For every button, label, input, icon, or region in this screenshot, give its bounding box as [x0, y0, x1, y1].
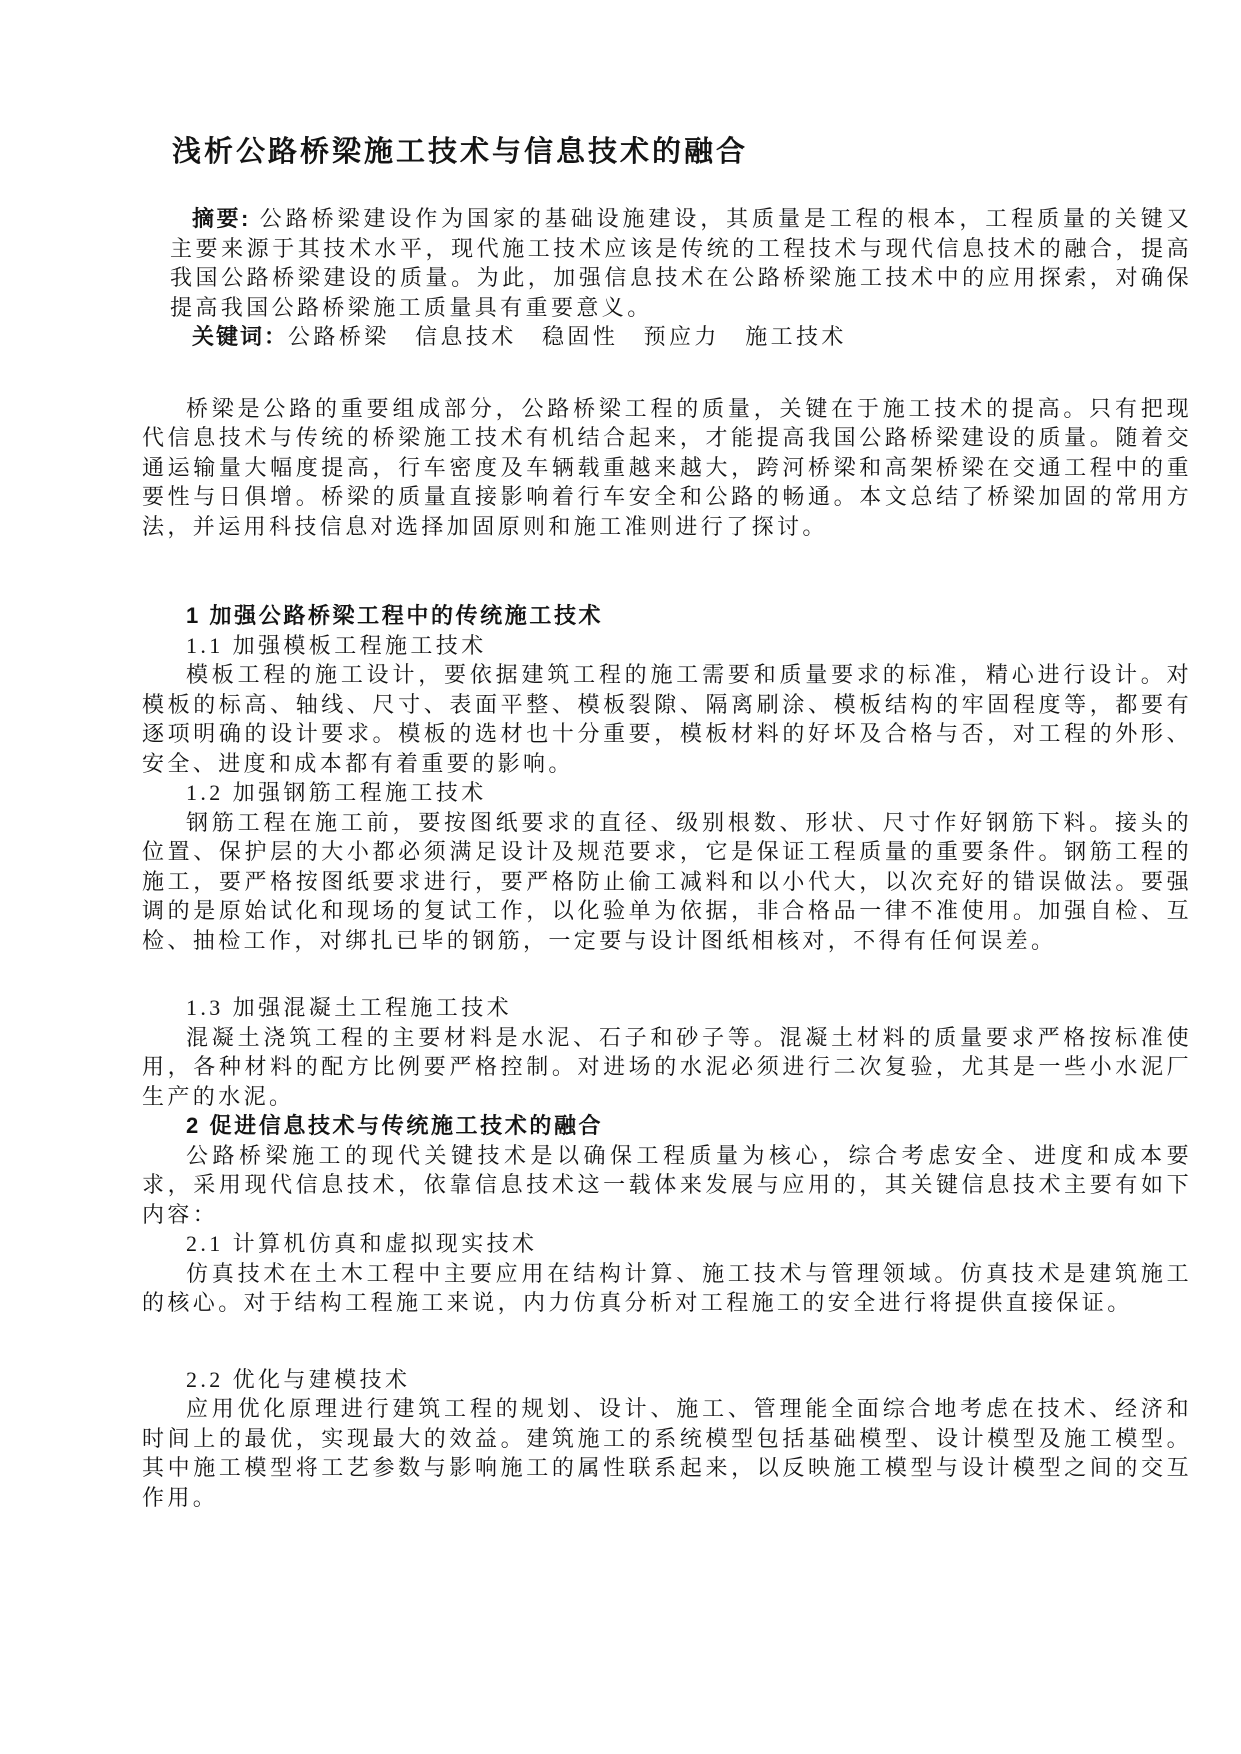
section-2-heading: 2 促进信息技术与传统施工技术的融合 [186, 1113, 604, 1138]
vertical-spacer [142, 955, 1192, 993]
section-2-2-heading: 2.2 优化与建模技术 [186, 1366, 411, 1392]
keywords-text: 公路桥梁 信息技术 稳固性 预应力 施工技术 [288, 324, 847, 349]
vertical-spacer [142, 1318, 1192, 1365]
section-1-heading: 1 加强公路桥梁工程中的传统施工技术 [186, 603, 604, 628]
section-1-2-heading: 1.2 加强钢筋工程施工技术 [186, 780, 487, 805]
keywords-label: 关键词： [192, 324, 289, 349]
abstract-paragraph [170, 204, 1192, 322]
intro-paragraph: 桥梁是公路的重要组成部分，公路桥梁工程的质量，关键在于施工技术的提高。只有把现代信息技术与传统的桥梁施工技术有机结合起来，才能提高我国公路桥梁建设的质量。随着交通运输量大幅度提高，行车密度及车辆载重越来越大，跨河桥梁和高架桥梁在交通工程中的重要性与日俱增。桥梁的质量直接影响着行车安全和公路的畅通。本文总结了桥梁加固的常用方法，并运用科技信息对选择加固原则和施工准则进行了探讨。 [142, 395, 1192, 539]
section-1-1-heading: 1.1 加强模板工程施工技术 [186, 632, 487, 658]
paper-title: 浅析公路桥梁施工技术与信息技术的融合 [172, 136, 749, 168]
keywords-paragraph [170, 322, 1192, 352]
section-2-1-heading: 2.1 计算机仿真和虚拟现实技术 [186, 1231, 538, 1256]
section-2-1-paragraph: 仿真技术在土木工程中主要应用在结构计算、施工技术与管理领域。仿真技术是建筑施工的核心。对于结构工程施工来说，内力仿真分析对工程施工的安全进行将提供直接保证。 [142, 1260, 1192, 1315]
section-1-3-heading: 1.3 加强混凝土工程施工技术 [186, 995, 513, 1020]
vertical-spacer [142, 352, 1192, 394]
section-1-3-paragraph: 混凝土浇筑工程的主要材料是水泥、石子和砂子等。混凝土材料的质量要求严格按标准使用，各种材料的配方比例要严格控制。对进场的水泥必须进行二次复验，尤其是一些小水泥厂生产的水泥。 [142, 1024, 1192, 1109]
section-1-2-paragraph: 钢筋工程在施工前，要按图纸要求的直径、级别根数、形状、尺寸作好钢筋下料。接头的位置、保护层的大小都必须满足设计及规范要求，它是保证工程质量的重要条件。钢筋工程的施工，要严格按图纸要求进行，要严格防止偷工减料和以小代大，以次充好的错误做法。要强调的是原始试化和现场的复试工作，以化验单为依据，非合格品一律不准使用。加强自检、互检、抽检工作，对绑扎已毕的钢筋，一定要与设计图纸相核对，不得有任何误差。 [142, 809, 1192, 953]
section-2-lead-paragraph: 公路桥梁施工的现代关键技术是以确保工程质量为核心，综合考虑安全、进度和成本要求，采用现代信息技术，依靠信息技术这一载体来发展与应用的，其关键信息技术主要有如下内容： [142, 1142, 1192, 1227]
abstract-block [170, 204, 1192, 352]
section-2-2-paragraph: 应用优化原理进行建筑工程的规划、设计、施工、管理能全面综合地考虑在技术、经济和时间上的最优，实现最大的效益。建筑施工的系统模型包括基础模型、设计模型及施工模型。其中施工模型将工艺参数与影响施工的属性联系起来，以反映施工模型与设计模型之间的交互作用。 [142, 1396, 1192, 1510]
section-1-1-paragraph: 模板工程的施工设计，要依据建筑工程的施工需要和质量要求的标准，精心进行设计。对模板的标高、轴线、尺寸、表面平整、模板裂隙、隔离刷涂、模板结构的牢固程度等，都要有逐项明确的设计要求。模板的选材也十分重要，模板材料的好坏及合格与否，对工程的外形、安全、进度和成本都有着重要的影响。 [142, 662, 1192, 776]
abstract-text: 公路桥梁建设作为国家的基础设施建设，其质量是工程的根本，工程质量的关键又主要来源于其技术水平，现代施工技术应该是传统的工程技术与现代信息技术的融合，提高我国公路桥梁建设的质量。为此，加强信息技术在公路桥梁施工技术中的应用探索，对确保提高我国公路桥梁施工质量具有重要意义。 [170, 206, 1193, 320]
abstract-label: 摘要: [192, 206, 251, 231]
vertical-spacer [142, 541, 1192, 601]
